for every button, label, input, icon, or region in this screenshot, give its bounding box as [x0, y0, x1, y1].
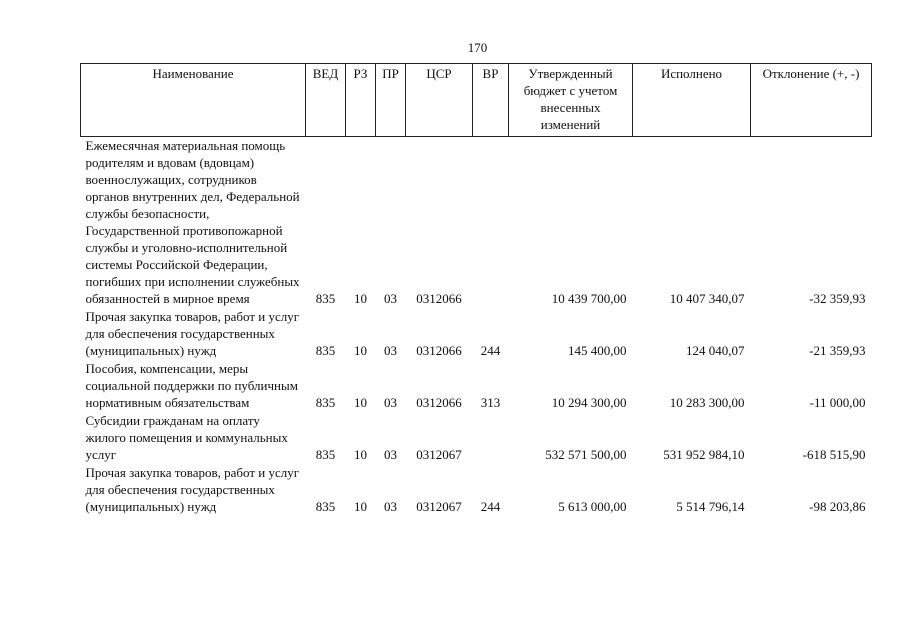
- cell-csr: 0312066: [416, 291, 462, 306]
- cell-csr: 0312066: [416, 395, 462, 410]
- header-rz: РЗ: [346, 64, 376, 137]
- table-row: [81, 464, 872, 516]
- cell-executed: 10 407 340,07: [669, 291, 745, 306]
- cell-executed: 10 283 300,00: [669, 395, 745, 410]
- cell-name: Прочая закупка товаров, работ и услуг для обеспечения государственных (муниципальных) нужд: [85, 309, 300, 358]
- cell-rz: 10: [354, 447, 367, 462]
- header-csr: ЦСР: [406, 64, 473, 137]
- cell-ved: 835: [315, 499, 336, 514]
- cell-rz: 10: [354, 499, 367, 514]
- cell-name: Ежемесячная материальная помощь родителям и вдовам (вдовцам) военнослужащих, сотрудников органов внутренних дел, Федеральной службы безопасности, Государственной противопожарной службы и уголовно-исполнительной системы Российской Федерации, погибших при исполнении служебных обязанностей в мирное время: [85, 138, 300, 306]
- header-name: Наименование: [81, 64, 306, 137]
- table-row: [81, 412, 872, 464]
- header-vr: ВР: [473, 64, 509, 137]
- cell-approved: 145 400,00: [568, 343, 627, 358]
- cell-pr: 03: [384, 291, 397, 306]
- header-approved: Утвержденный бюджет с учетом внесенных изменений: [509, 64, 633, 137]
- cell-pr: 03: [384, 343, 397, 358]
- cell-deviation: -11 000,00: [809, 395, 866, 410]
- header-executed: Исполнено: [633, 64, 751, 137]
- cell-ved: 835: [315, 343, 336, 358]
- cell-name: Прочая закупка товаров, работ и услуг для обеспечения государственных (муниципальных) нужд: [85, 465, 300, 514]
- table-row: [81, 360, 872, 412]
- cell-vr: [473, 137, 509, 309]
- table-row: [81, 308, 872, 360]
- cell-deviation: -32 359,93: [809, 291, 866, 306]
- header-pr: ПР: [376, 64, 406, 137]
- cell-ved: 835: [315, 395, 336, 410]
- cell-csr: 0312067: [416, 447, 462, 462]
- cell-approved: 10 439 700,00: [551, 291, 627, 306]
- cell-approved: 10 294 300,00: [551, 395, 627, 410]
- cell-name: Субсидии гражданам на оплату жилого помещения и коммунальных услуг: [85, 413, 288, 462]
- cell-rz: 10: [354, 343, 367, 358]
- cell-vr: 313: [480, 395, 501, 410]
- table-row: [81, 137, 872, 309]
- cell-csr: 0312066: [416, 343, 462, 358]
- cell-approved: 532 571 500,00: [545, 447, 627, 462]
- cell-vr: [473, 412, 509, 464]
- cell-deviation: -618 515,90: [802, 447, 866, 462]
- cell-name: Пособия, компенсации, меры социальной поддержки по публичным нормативным обязательствам: [85, 361, 298, 410]
- cell-pr: 03: [384, 395, 397, 410]
- cell-ved: 835: [315, 291, 336, 306]
- cell-executed: 124 040,07: [686, 343, 745, 358]
- page-number: 170: [467, 40, 488, 55]
- cell-csr: 0312067: [416, 499, 462, 514]
- cell-approved: 5 613 000,00: [558, 499, 627, 514]
- cell-rz: 10: [354, 291, 367, 306]
- table-header-row: [81, 64, 872, 137]
- cell-deviation: -21 359,93: [809, 343, 866, 358]
- cell-vr: 244: [480, 499, 501, 514]
- header-ved: ВЕД: [306, 64, 346, 137]
- cell-pr: 03: [384, 447, 397, 462]
- cell-pr: 03: [384, 499, 397, 514]
- budget-table: [80, 63, 872, 516]
- cell-vr: 244: [480, 343, 501, 358]
- cell-rz: 10: [354, 395, 367, 410]
- cell-executed: 531 952 984,10: [663, 447, 745, 462]
- cell-ved: 835: [315, 447, 336, 462]
- header-deviation: Отклонение (+, -): [751, 64, 872, 137]
- cell-deviation: -98 203,86: [809, 499, 866, 514]
- cell-executed: 5 514 796,14: [676, 499, 745, 514]
